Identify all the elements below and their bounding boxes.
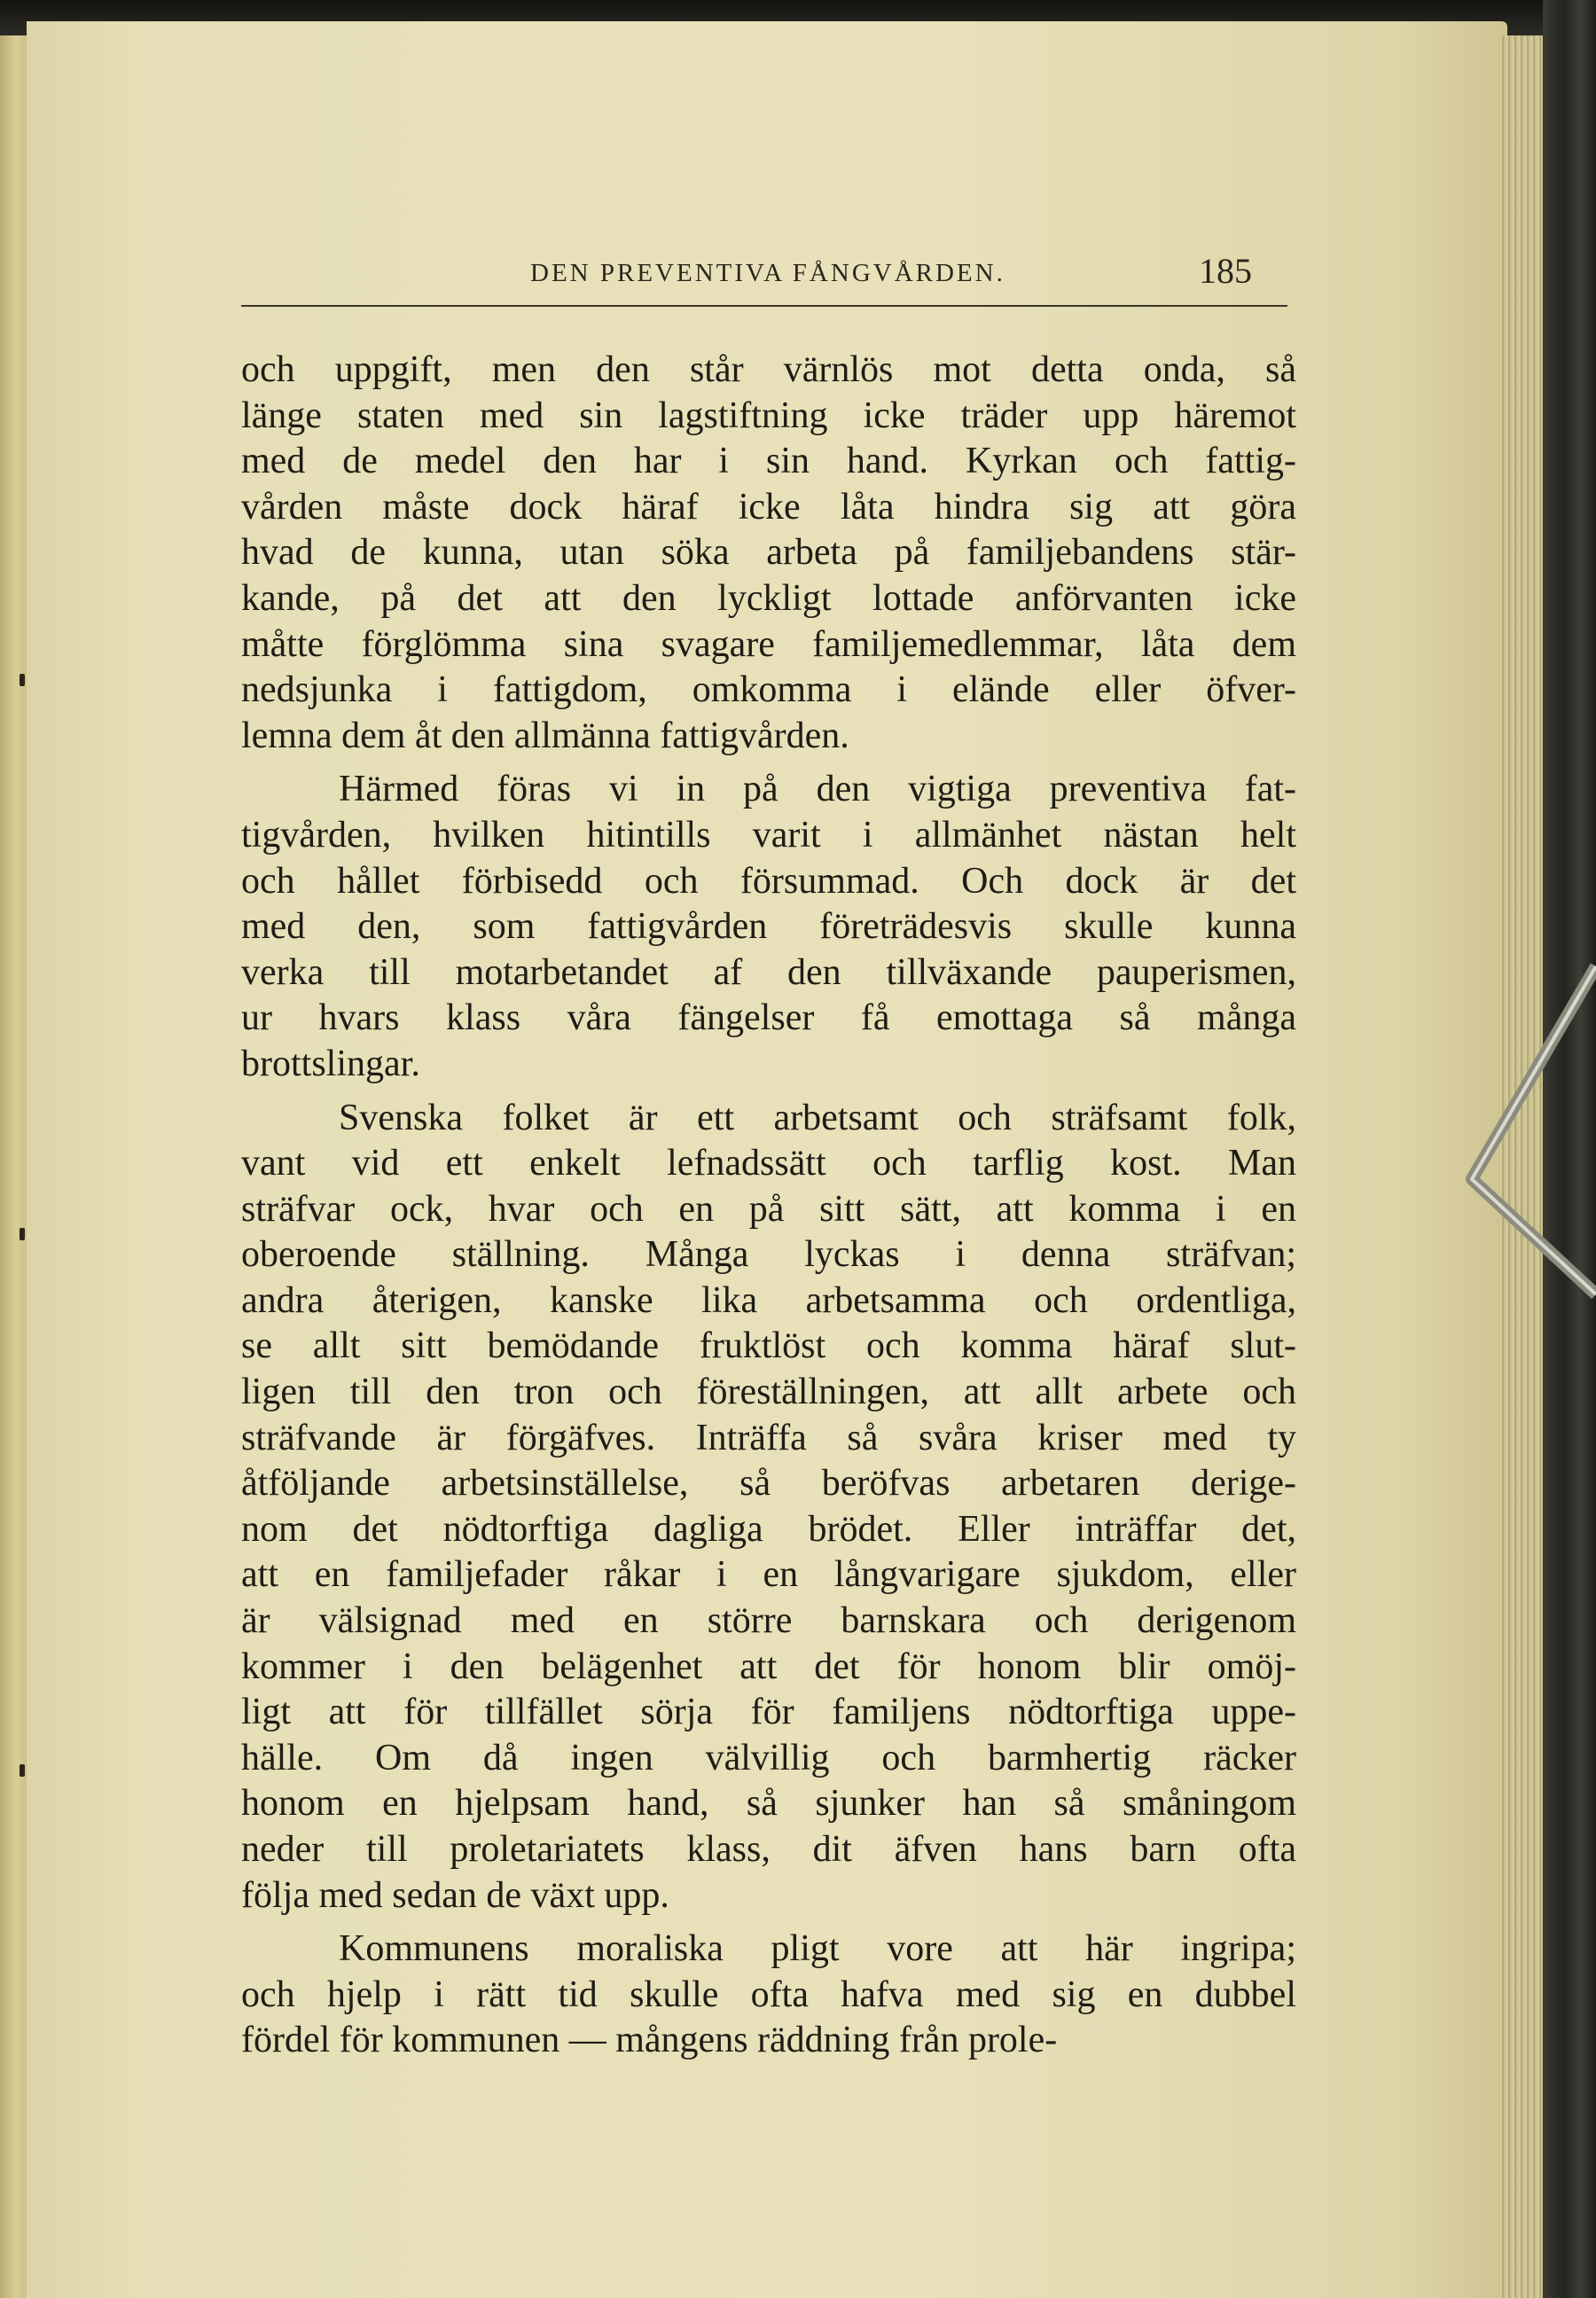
text-line: med de medel den har i sin hand. Kyrkan och fattig- xyxy=(241,441,1296,482)
text-line: följa med sedan de växt upp. xyxy=(241,1874,669,1916)
text-line: se allt sitt bemödande fruktlöst och komma häraf slut- xyxy=(241,1325,1296,1367)
text-line: hälle. Om då ingen välvillig och barmhertig räcker xyxy=(241,1737,1296,1778)
paragraph xyxy=(241,767,1296,1087)
text-line: verka till motarbetandet af den tillväxande pauperismen, xyxy=(241,951,1296,993)
gutter-edge xyxy=(0,35,27,2298)
text-line: ligt att för tillfället sörja för familjens nödtorftiga uppe- xyxy=(241,1692,1296,1733)
text-line: med den, som fattigvården företrädesvis skulle kunna xyxy=(241,906,1296,948)
text-line: brottslingar. xyxy=(241,1043,420,1084)
text-line: och hjelp i rätt tid skulle ofta hafva med sig en dubbel xyxy=(241,1974,1296,2015)
text-line: och uppgift, men den står värnlös mot detta onda, så xyxy=(241,349,1296,390)
margin-mark xyxy=(20,674,25,686)
text-line: sträfvar ock, hvar och en på sitt sätt, att komma i en xyxy=(241,1188,1296,1230)
text-line: länge staten med sin lagstiftning icke träder upp häremot xyxy=(241,395,1296,436)
metal-clip-icon xyxy=(1463,940,1596,1312)
text-line: Svenska folket är ett arbetsamt och sträfsamt folk, xyxy=(339,1097,1296,1138)
text-line: måtte förglömma sina svagare familjemedlemmar, låta dem xyxy=(241,623,1296,665)
text-line: är välsignad med en större barnskara och derigenom xyxy=(241,1600,1296,1642)
text-line: nedsjunka i fattigdom, omkomma i elände eller öfver- xyxy=(241,669,1296,711)
text-line: kande, på det att den lyckligt lottade anförvanten icke xyxy=(241,577,1296,619)
paragraph xyxy=(241,1096,1296,1919)
text-line: lemna dem åt den allmänna fattigvården. xyxy=(241,715,849,756)
text-line: sträfvande är förgäfves. Inträffa så svåra kriser med ty xyxy=(241,1417,1296,1458)
text-line: ur hvars klass våra fängelser få emottaga så många xyxy=(241,997,1296,1039)
text-line: att en familjefader råkar i en långvarigare sjukdom, eller xyxy=(241,1554,1296,1596)
paragraph xyxy=(241,1927,1296,2064)
text-line: tigvården, hvilken hitintills varit i allmänhet nästan helt xyxy=(241,814,1296,856)
body-text xyxy=(241,348,1296,2072)
text-line: nom det nödtorftiga dagliga brödet. Eller inträffar det, xyxy=(241,1508,1296,1550)
text-line: vården måste dock häraf icke låta hindra sig att göra xyxy=(241,486,1296,528)
running-title: DEN PREVENTIVA FÅNGVÅRDEN. xyxy=(530,259,1005,287)
text-line: vant vid ett enkelt lefnadssätt och tarflig kost. Man xyxy=(241,1143,1296,1184)
margin-mark xyxy=(20,1228,25,1240)
margin-mark xyxy=(20,1764,25,1777)
text-line: kommer i den belägenhet att det för honom blir omöj- xyxy=(241,1645,1296,1687)
paragraph xyxy=(241,348,1296,759)
page-number: 185 xyxy=(1199,251,1252,291)
running-header xyxy=(241,250,1287,303)
text-line: honom en hjelpsam hand, så sjunker han så småningom xyxy=(241,1783,1296,1825)
text-line: och hållet förbisedd och försummad. Och dock är det xyxy=(241,860,1296,902)
text-line: Härmed föras vi in på den vigtiga preventiva fat- xyxy=(339,769,1296,810)
text-line: fördel för kommunen — mångens räddning från prole- xyxy=(241,2020,1058,2061)
header-rule xyxy=(241,305,1287,307)
text-line: hvad de kunna, utan söka arbeta på familjebandens stär- xyxy=(241,532,1296,574)
text-line: andra återigen, kanske lika arbetsamma och ordentliga, xyxy=(241,1279,1296,1321)
text-line: ligen till den tron och föreställningen, att allt arbete och xyxy=(241,1372,1296,1413)
text-line: oberoende ställning. Många lyckas i denna sträfvan; xyxy=(241,1234,1296,1276)
text-line: neder till proletariatets klass, dit äfven hans barn ofta xyxy=(241,1829,1296,1870)
text-line: Kommunens moraliska pligt vore att här ingripa; xyxy=(339,1928,1296,1970)
text-line: åtföljande arbetsinställelse, så beröfvas arbetaren derige- xyxy=(241,1463,1296,1505)
